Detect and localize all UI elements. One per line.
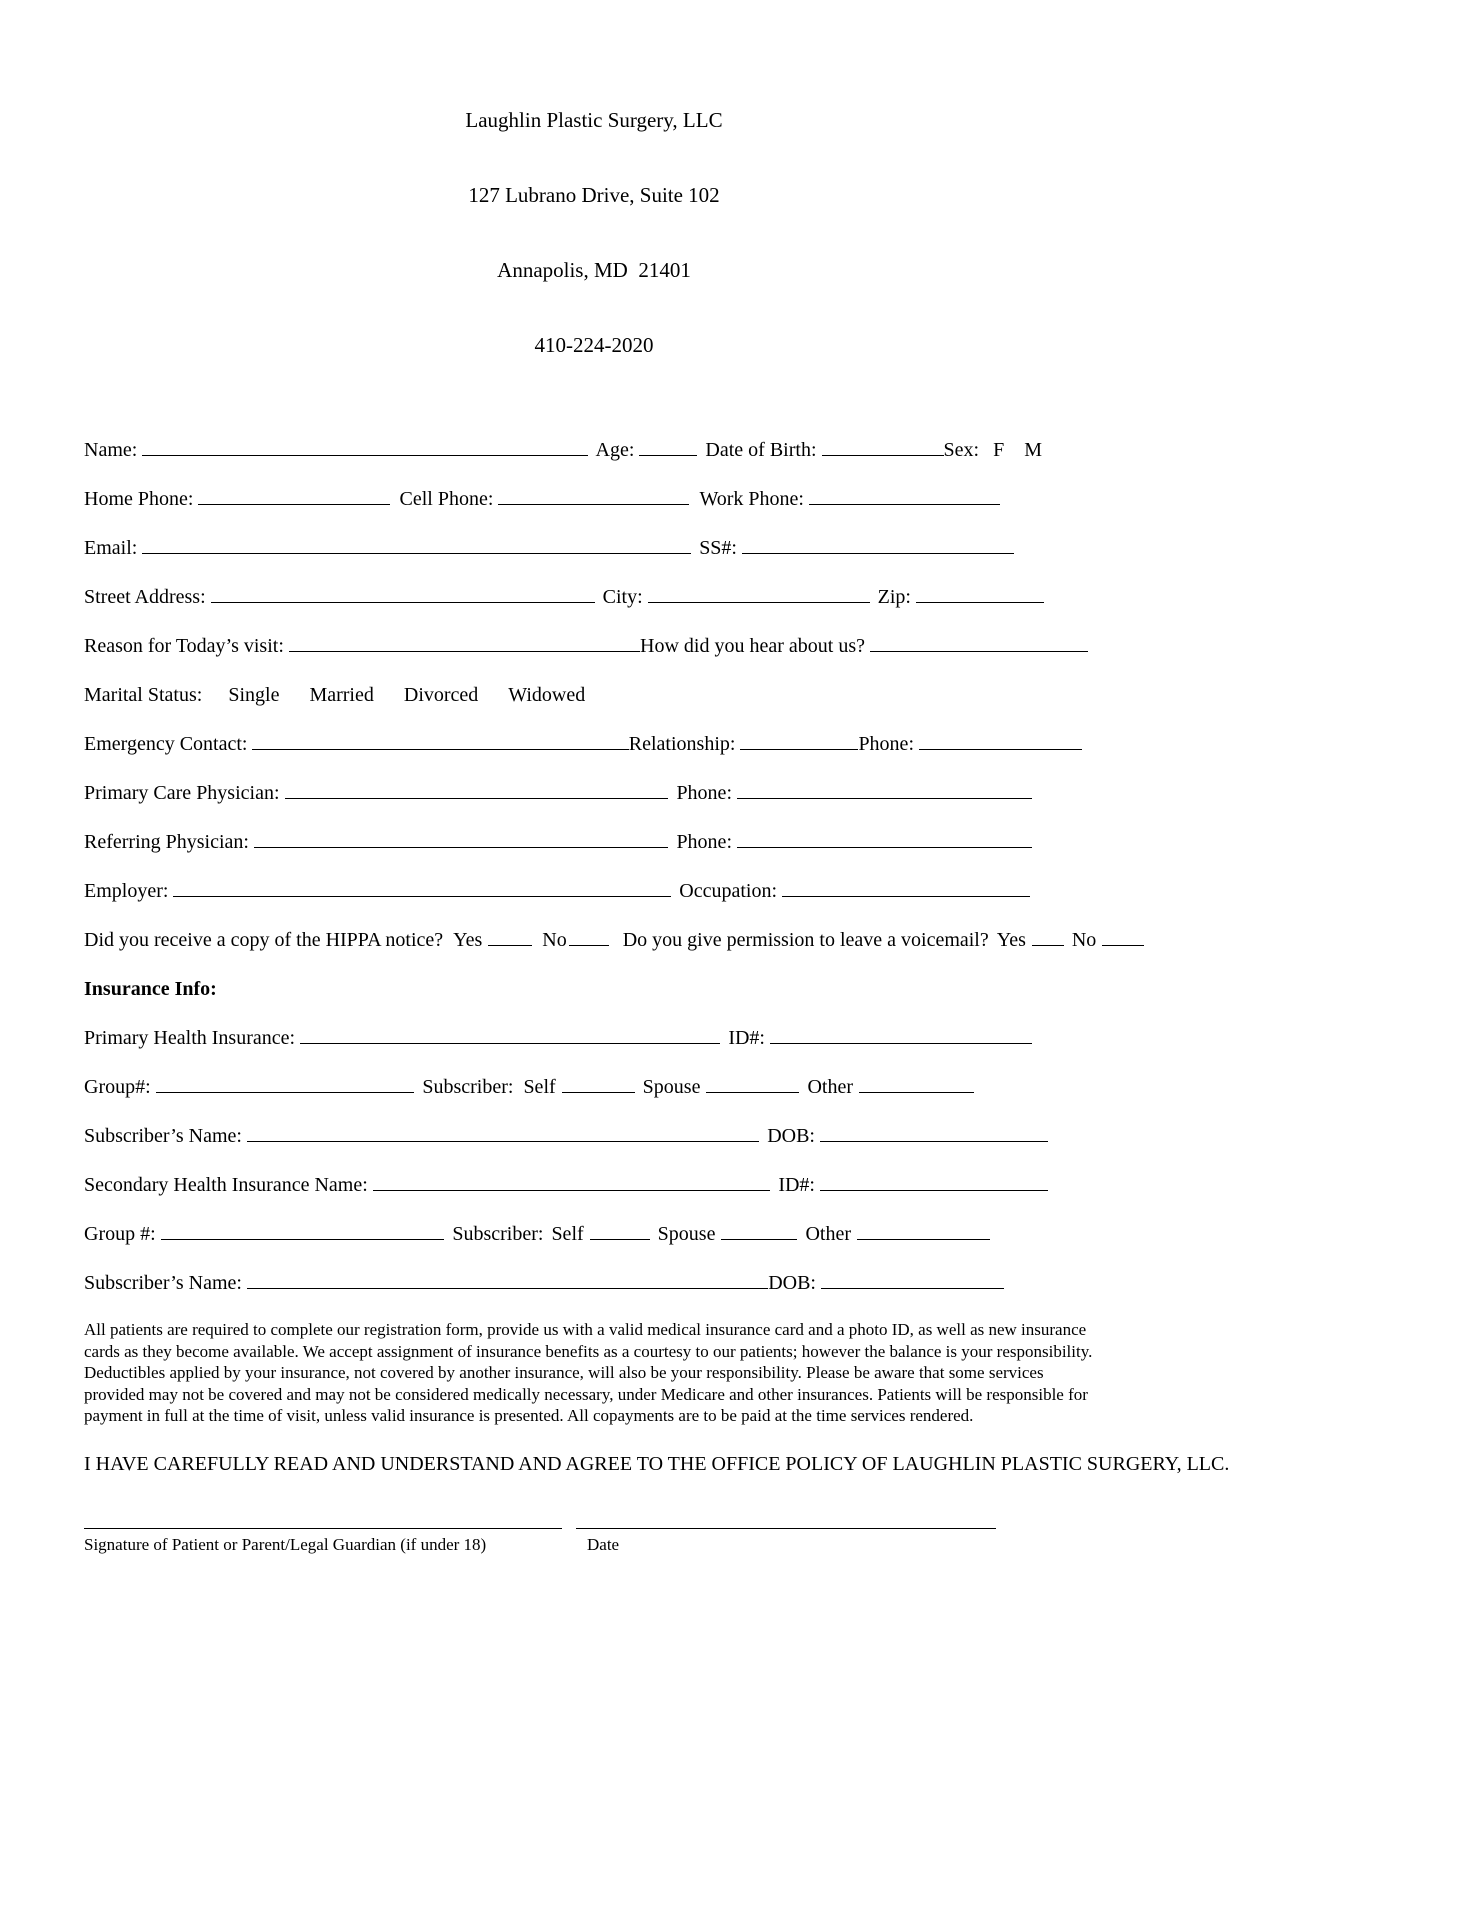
hippa-yes-line	[488, 943, 532, 946]
signature-caption: Signature of Patient or Parent/Legal Guardian (if under 18)	[84, 1534, 487, 1554]
date-of-birth-label: Date of Birth:	[705, 439, 817, 461]
address-row	[84, 586, 1044, 609]
secondary-subscriber-self-line	[590, 1237, 650, 1240]
email-row	[84, 537, 1014, 560]
primary-subscriber-other-line	[859, 1090, 974, 1093]
email-field-line	[142, 551, 691, 554]
clinic-phone: 410-224-2020	[534, 333, 654, 357]
cell-phone-label: Cell Phone:	[399, 488, 494, 510]
secondary-subscriber-self-label: Self	[551, 1223, 584, 1245]
secondary-group-field-line	[161, 1237, 445, 1240]
primary-care-physician-label: Primary Care Physician:	[84, 782, 280, 804]
date-caption: Date	[587, 1534, 620, 1554]
emergency-contact-label: Emergency Contact:	[84, 733, 248, 755]
clinic-address-line1: 127 Lubrano Drive, Suite 102	[468, 183, 720, 207]
home-phone-field-line	[198, 502, 389, 505]
emergency-phone-label: Phone:	[858, 733, 914, 755]
secondary-health-insurance-label: Secondary Health Insurance Name:	[84, 1174, 368, 1196]
hippa-yes-label: Yes	[453, 929, 483, 951]
relationship-label: Relationship:	[628, 733, 736, 755]
marital-option-married: Married	[309, 684, 374, 706]
secondary-subscriber-other-label: Other	[805, 1223, 851, 1245]
marital-status-row	[84, 684, 1104, 707]
emergency-contact-field-line	[252, 747, 628, 750]
employer-label: Employer:	[84, 880, 169, 902]
pcp-phone-label: Phone:	[676, 782, 732, 804]
email-label: Email:	[84, 537, 138, 559]
marital-status-label: Marital Status:	[84, 684, 203, 706]
primary-subscriber-spouse-label: Spouse	[642, 1076, 701, 1098]
employer-field-line	[173, 894, 671, 897]
primary-id-label: ID#:	[728, 1027, 765, 1049]
emergency-contact-row	[84, 733, 1082, 756]
referring-phone-label: Phone:	[676, 831, 732, 853]
primary-subscriber-name-field-line	[247, 1139, 759, 1142]
home-phone-label: Home Phone:	[84, 488, 194, 510]
secondary-health-insurance-field-line	[373, 1188, 771, 1191]
hippa-no-line	[569, 943, 609, 946]
secondary-subscriber-name-label: Subscriber’s Name:	[84, 1272, 242, 1294]
age-label: Age:	[595, 439, 635, 461]
secondary-subscriber-other-line	[857, 1237, 990, 1240]
city-label: City:	[602, 586, 643, 608]
city-field-line	[648, 600, 870, 603]
secondary-subscriber-label: Subscriber:	[452, 1223, 544, 1245]
street-address-field-line	[211, 600, 595, 603]
hippa-question-label: Did you receive a copy of the HIPPA notice?	[84, 929, 444, 951]
sex-female-option: F	[993, 439, 1005, 461]
secondary-subscriber-name-row	[84, 1272, 1004, 1295]
reason-visit-label: Reason for Today’s visit:	[84, 635, 284, 657]
primary-insurance-row	[84, 1027, 1032, 1050]
employer-row	[84, 880, 1030, 903]
primary-id-field-line	[770, 1041, 1032, 1044]
secondary-group-subscriber-row	[84, 1223, 990, 1246]
marital-option-divorced: Divorced	[403, 684, 479, 706]
voicemail-question-label: Do you give permission to leave a voicemail?	[622, 929, 989, 951]
occupation-label: Occupation:	[679, 880, 777, 902]
voicemail-yes-line	[1032, 943, 1064, 946]
name-label: Name:	[84, 439, 138, 461]
ssn-field-line	[742, 551, 1014, 554]
reason-visit-field-line	[289, 649, 640, 652]
office-policy-paragraph: All patients are required to complete our registration form, provide us with a valid medical insurance card and a photo ID, as well as new insurance cards as they become available. We accept assignment of insurance benefits as a courtesy to our patients; however the balance is your responsibility. Deductibles applied by your insurance, not covered by another insurance, will also be your responsibility. Please be aware that some services provided may not be covered and may not be considered medically necessary, under Medicare and other insurances. Patients will be responsible for payment in full at the time of visit, unless valid insurance is presented. All copayments are to be paid at the time services rendered.	[84, 1320, 1093, 1425]
pcp-phone-field-line	[737, 796, 1032, 799]
signature-line-gap	[562, 1528, 576, 1529]
primary-group-subscriber-row	[84, 1076, 974, 1099]
hippa-no-label: No	[542, 929, 567, 951]
phones-row	[84, 488, 1000, 511]
hear-about-field-line	[870, 649, 1088, 652]
primary-subscriber-name-row	[84, 1125, 1048, 1148]
name-row	[84, 439, 1042, 462]
zip-field-line	[916, 600, 1044, 603]
work-phone-label: Work Phone:	[699, 488, 804, 510]
secondary-id-label: ID#:	[778, 1174, 815, 1196]
zip-label: Zip:	[877, 586, 911, 608]
voicemail-no-line	[1102, 943, 1144, 946]
secondary-dob-field-line	[821, 1286, 1004, 1289]
hear-about-label: How did you hear about us?	[640, 635, 865, 657]
secondary-id-field-line	[820, 1188, 1048, 1191]
primary-subscriber-self-line	[562, 1090, 635, 1093]
marital-option-widowed: Widowed	[508, 684, 586, 706]
clinic-name: Laughlin Plastic Surgery, LLC	[465, 108, 723, 132]
primary-subscriber-other-label: Other	[807, 1076, 853, 1098]
primary-group-label: Group#:	[84, 1076, 151, 1098]
street-address-label: Street Address:	[84, 586, 206, 608]
work-phone-field-line	[809, 502, 1000, 505]
secondary-subscriber-name-field-line	[247, 1286, 768, 1289]
signature-line	[84, 1528, 562, 1529]
primary-health-insurance-label: Primary Health Insurance:	[84, 1027, 296, 1049]
primary-care-physician-row	[84, 782, 1032, 805]
agreement-statement: I HAVE CAREFULLY READ AND UNDERSTAND AND AGREE TO THE OFFICE POLICY OF LAUGHLIN PLASTIC SURGERY, LLC.	[84, 1452, 1230, 1475]
primary-group-field-line	[156, 1090, 415, 1093]
secondary-subscriber-spouse-line	[721, 1237, 797, 1240]
referring-physician-row	[84, 831, 1032, 854]
secondary-subscriber-spouse-label: Spouse	[657, 1223, 716, 1245]
referring-physician-field-line	[254, 845, 668, 848]
age-field-line	[639, 453, 697, 456]
primary-subscriber-label: Subscriber:	[422, 1076, 514, 1098]
emergency-phone-field-line	[919, 747, 1082, 750]
date-line	[576, 1528, 996, 1529]
referring-phone-field-line	[737, 845, 1032, 848]
primary-subscriber-spouse-line	[706, 1090, 799, 1093]
clinic-header	[84, 58, 1104, 408]
reason-row	[84, 635, 1088, 658]
voicemail-yes-label: Yes	[996, 929, 1026, 951]
name-field-line	[142, 453, 587, 456]
primary-dob-field-line	[820, 1139, 1048, 1142]
secondary-dob-label: DOB:	[768, 1272, 816, 1294]
secondary-group-label: Group #:	[84, 1223, 156, 1245]
clinic-address-line2: Annapolis, MD 21401	[497, 258, 691, 282]
insurance-section-title: Insurance Info:	[84, 978, 217, 1000]
primary-subscriber-self-label: Self	[523, 1076, 556, 1098]
sex-label: Sex:	[943, 439, 980, 461]
signature-lines-row	[84, 1528, 1104, 1529]
hippa-voicemail-row	[84, 929, 1104, 952]
primary-care-physician-field-line	[285, 796, 669, 799]
cell-phone-field-line	[498, 502, 689, 505]
ssn-label: SS#:	[699, 537, 737, 559]
signature-labels-row	[84, 1534, 1104, 1555]
primary-subscriber-name-label: Subscriber’s Name:	[84, 1125, 242, 1147]
occupation-field-line	[782, 894, 1030, 897]
secondary-insurance-row	[84, 1174, 1048, 1197]
primary-dob-label: DOB:	[767, 1125, 815, 1147]
primary-health-insurance-field-line	[300, 1041, 720, 1044]
voicemail-no-label: No	[1071, 929, 1097, 951]
sex-male-option: M	[1024, 439, 1042, 461]
relationship-field-line	[740, 747, 858, 750]
referring-physician-label: Referring Physician:	[84, 831, 249, 853]
date-of-birth-field-line	[822, 453, 944, 456]
form-content	[84, 58, 1230, 1555]
marital-option-single: Single	[228, 684, 280, 706]
